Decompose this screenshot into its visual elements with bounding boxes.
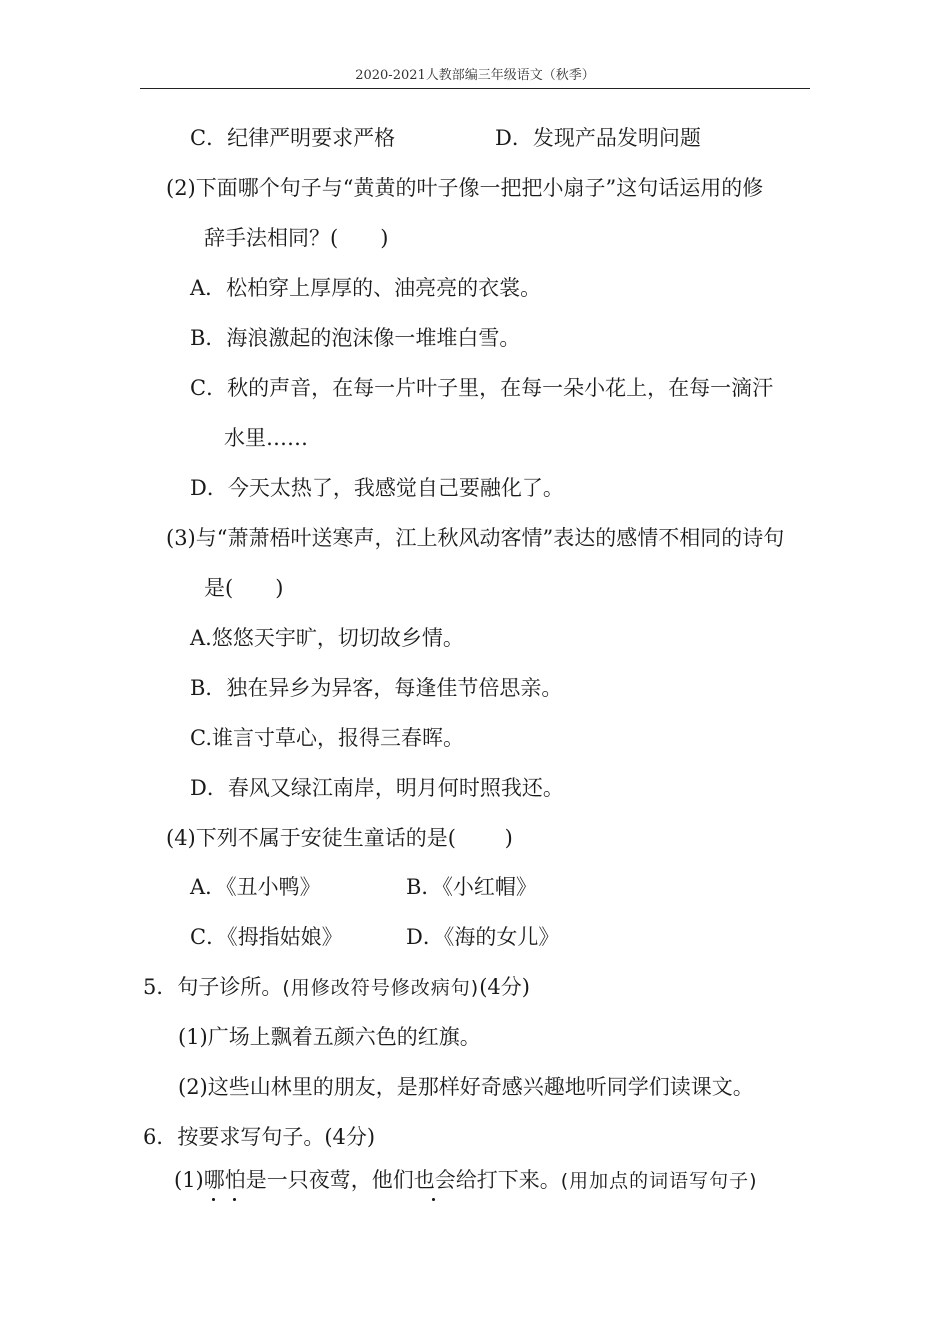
q2-stem-line1: (2)下面哪个句子与“黄黄的叶子像一把把小扇子”这句话运用的修 xyxy=(166,176,764,200)
q3-stem-line2: 是( ) xyxy=(204,576,284,600)
q5-item-1: (1)广场上飘着五颜六色的红旗。 xyxy=(178,1025,481,1049)
q2-option-a: A．松柏穿上厚厚的、油亮亮的衣裳。 xyxy=(190,276,542,300)
q5-title-score: (4分) xyxy=(479,975,530,999)
q2-option-c-line1: C．秋的声音，在每一片叶子里，在每一朵小花上，在每一滴汗 xyxy=(190,376,774,400)
emphasis-dot xyxy=(233,1198,236,1201)
emphasis-dot xyxy=(432,1198,435,1201)
q5-title-note: (用修改符号修改病句) xyxy=(282,977,480,999)
q4-stem: (4)下列不属于安徒生童话的是( ) xyxy=(166,826,513,850)
q5-title-main: 5．句子诊所。 xyxy=(143,975,283,999)
emphasis-dot xyxy=(212,1198,215,1201)
q6-item1-note: (用加点的词语写句子) xyxy=(560,1170,758,1192)
q4-option-c: C．《拇指姑娘》 xyxy=(190,925,343,949)
q3-option-a: A.悠悠天宇旷，切切故乡情。 xyxy=(190,626,464,650)
page-header-title: 2020-2021人教部编三年级语文（秋季） xyxy=(355,68,595,83)
q2-option-c-line2: 水里…… xyxy=(224,426,308,450)
q1-option-c: C．纪律严明要求严格 xyxy=(190,126,396,150)
q2-stem-line2: 辞手法相同？( ) xyxy=(204,226,389,250)
q2-option-d: D．今天太热了，我感觉自己要融化了。 xyxy=(190,476,564,500)
q2-option-b: B．海浪激起的泡沫像一堆堆白雪。 xyxy=(190,326,521,350)
q1-option-d: D．发现产品发明问题 xyxy=(495,126,701,150)
q6-title: 6．按要求写句子。(4分) xyxy=(143,1125,376,1149)
q6-item-1 xyxy=(174,1170,758,1191)
q6-item1-sentence: (1)哪怕是一只夜莺，他们也会给打下来。 xyxy=(174,1168,561,1192)
q4-option-d: D．《海的女儿》 xyxy=(406,925,560,949)
q3-stem-line1: (3)与“萧萧梧叶送寒声，江上秋风动客情”表达的感情不相同的诗句 xyxy=(166,526,785,550)
q3-option-c: C.谁言寸草心，报得三春晖。 xyxy=(190,726,464,750)
q5-title xyxy=(143,977,530,998)
q5-item-2: (2)这些山林里的朋友，是那样好奇感兴趣地听同学们读课文。 xyxy=(178,1075,754,1099)
q3-option-d: D．春风又绿江南岸，明月何时照我还。 xyxy=(190,776,564,800)
q3-option-b: B．独在异乡为异客，每逢佳节倍思亲。 xyxy=(190,676,563,700)
q4-option-a: A．《丑小鸭》 xyxy=(190,875,321,899)
header-divider xyxy=(140,88,810,89)
q4-option-b: B．《小红帽》 xyxy=(406,875,537,899)
